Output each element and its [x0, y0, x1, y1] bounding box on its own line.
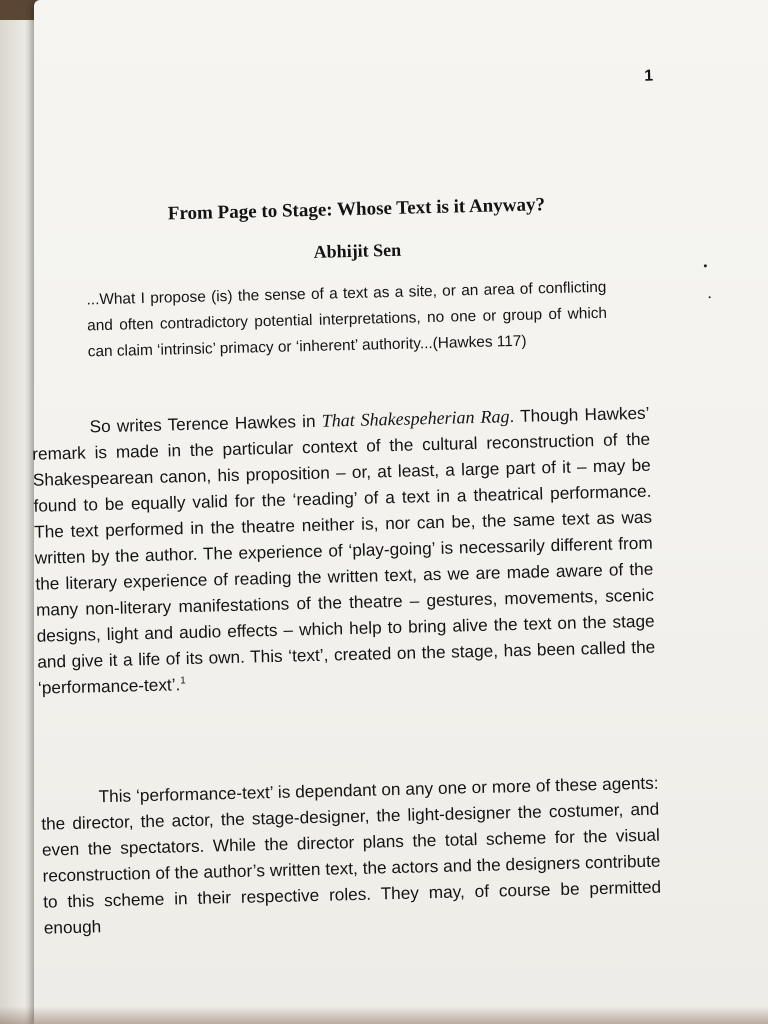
- book-title-italic: That Shakespeherian Rag: [321, 406, 510, 431]
- bottom-shadow: [0, 1006, 768, 1024]
- book-page: [34, 0, 768, 1024]
- author-name: Abhijit Sen: [313, 239, 402, 262]
- paragraph-1-body: . Though Hawkes’ remark is made in the particular context of the cultural reconstruction of the Shakespearean canon, his proposition – or, at least, a large part of it – may be found to be equally valid for the ‘reading’ of a text in a theatrical performance. The text performed in the theatre neither is, nor can be, the same text as was written by the author. The experience of ‘play-going’ is necessarily different from the literary experience of reading the written text, as we are made aware of the many non-literary manifestations of the theatre – gestures, movements, scenic designs, light and audio effects – which help to bring alive the text on the stage and give it a life of its own. This ‘text’, created on the stage, has been called the ‘performance-text’.: [32, 402, 656, 698]
- page-content: [21, 0, 768, 1024]
- body-paragraph-1: [31, 400, 656, 701]
- ink-speck: [704, 264, 707, 267]
- body-paragraph-2: This ‘performance-text’ is dependant on any one or more of these agents: the director, the actor, the stage-designer, the light-designer the costumer, and even the spectators. While the director plans the total scheme for the visual reconstruction of the author’s written text, the actors and the designers contribute to this scheme in their respective roles. They may, of course be permitted enough: [41, 772, 662, 938]
- ink-speck: [709, 296, 711, 298]
- footnote-marker: 1: [180, 675, 186, 687]
- paragraph-1-lead: So writes Terence Hawkes in: [89, 410, 322, 437]
- chapter-title: From Page to Stage: Whose Text is it Anyway?: [167, 194, 546, 225]
- epigraph-quote: ...What I propose (is) the sense of a text as a site, or an area of conflicting and often contradictory potential interpretations, no one or group of which can claim ‘intrinsic’ primacy or ‘inherent’ authority...(Hawkes 117): [86, 278, 608, 361]
- page-number: 1: [644, 67, 654, 85]
